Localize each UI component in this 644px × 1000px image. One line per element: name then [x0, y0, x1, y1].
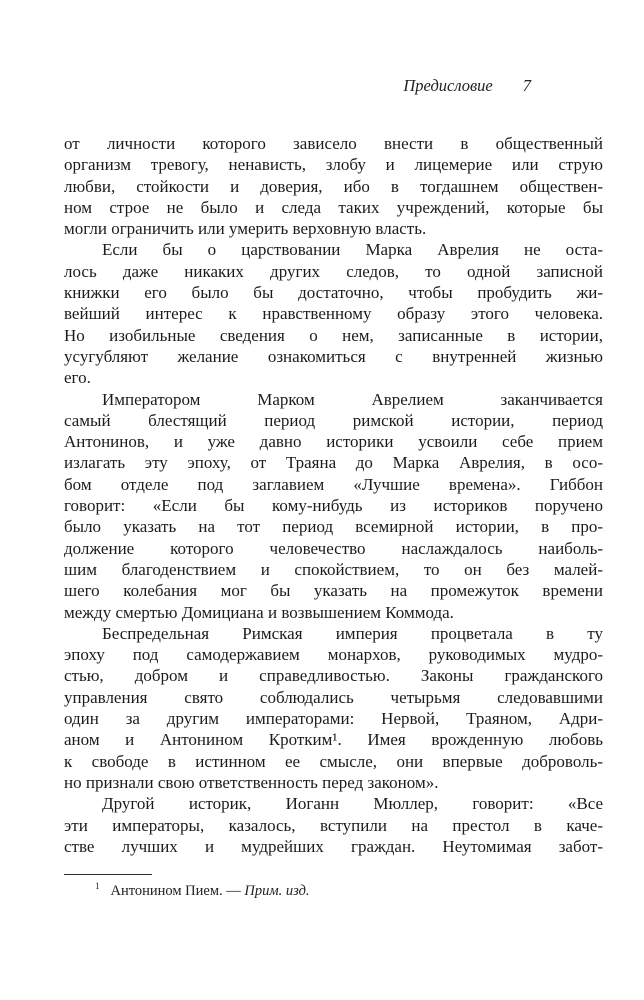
body-line: должение которого человечество наслаждалось наиболь- — [64, 538, 603, 558]
body-line: эпоху под самодержавием монархов, руководимых мудро- — [64, 645, 603, 665]
body-line: самый блестящий период римской истории, период — [64, 410, 603, 430]
body-line: Если бы о царствовании Марка Аврелия не оста- — [102, 240, 603, 260]
body-line: между смертью Домициана и возвышением Коммода. — [64, 602, 454, 622]
body-line: Антонинов, и уже давно историки усвоили себе прием — [64, 432, 603, 452]
body-line: от личности которого зависело внести в общественный — [64, 134, 603, 153]
body-line: шего колебания мог бы указать на промежуток времени — [64, 581, 603, 601]
footnote-source: Прим. изд. — [244, 883, 310, 899]
body-line: могли ограничить или умерить верховную власть. — [64, 219, 427, 239]
body-line: его. — [64, 368, 91, 388]
body-line: управления свято соблюдались четырьмя следовавшими — [64, 687, 603, 707]
body-line: стью, добром и справедливостью. Законы гражданского — [64, 666, 603, 686]
body-line: усугубляют желание ознакомиться с внутренней жизнью — [64, 346, 603, 366]
body-line: было указать на тот период всемирной истории, в про- — [64, 517, 603, 537]
body-line: ном строе не было и следа таких учреждений, которые бы — [64, 197, 603, 217]
body-line: Императором Марком Аврелием заканчивается — [102, 389, 603, 409]
running-header — [403, 76, 531, 96]
body-line: излагать эту эпоху, от Траяна до Марка Аврелия, в осо- — [64, 453, 603, 473]
footnote-text: Антонином Пием. — — [110, 883, 245, 899]
body-line: эти императоры, казалось, вступили на престол в каче- — [64, 815, 603, 835]
body-line: любви, стойкости и доверия, ибо в тогдашнем обществен- — [64, 176, 603, 196]
body-text — [64, 133, 603, 857]
body-line: вейший интерес к нравственному образу этого человека. — [64, 304, 603, 324]
body-line: к свободе в истинном ее смысле, они впервые доброволь- — [64, 751, 603, 771]
body-line: Но изобильные сведения о нем, записанные в истории, — [64, 325, 603, 345]
body-line: аном и Антонином Кротким¹. Имея врожденную любовь — [64, 730, 603, 750]
body-line: бом отделе под заглавием «Лучшие времена». Гиббон — [64, 474, 603, 494]
body-line: Беспредельная Римская империя процветала в ту — [102, 623, 603, 643]
page-number: 7 — [522, 76, 531, 95]
body-line: один за другим императорами: Нервой, Траяном, Адри- — [64, 709, 603, 729]
body-line: книжки его было бы достаточно, чтобы пробудить жи- — [64, 283, 603, 303]
body-line: лось даже никаких других следов, то одной записной — [64, 261, 603, 281]
footnote — [64, 882, 634, 901]
footnote-marker: 1 — [95, 881, 100, 892]
body-line: Другой историк, Иоганн Мюллер, говорит: «Все — [102, 794, 603, 814]
body-line: стве лучших и мудрейших граждан. Неутомимая забот- — [64, 836, 603, 856]
body-line: шим благоденствием и спокойствием, то он без малей- — [64, 559, 603, 579]
running-header-title: Предисловие — [403, 76, 493, 95]
footnote-separator — [64, 874, 152, 875]
body-line: но признали свою ответственность перед законом». — [64, 772, 439, 792]
body-line: организм тревогу, ненависть, злобу и лицемерие или струю — [64, 155, 603, 175]
body-line: говорит: «Если бы кому-нибудь из историков поручено — [64, 496, 603, 516]
